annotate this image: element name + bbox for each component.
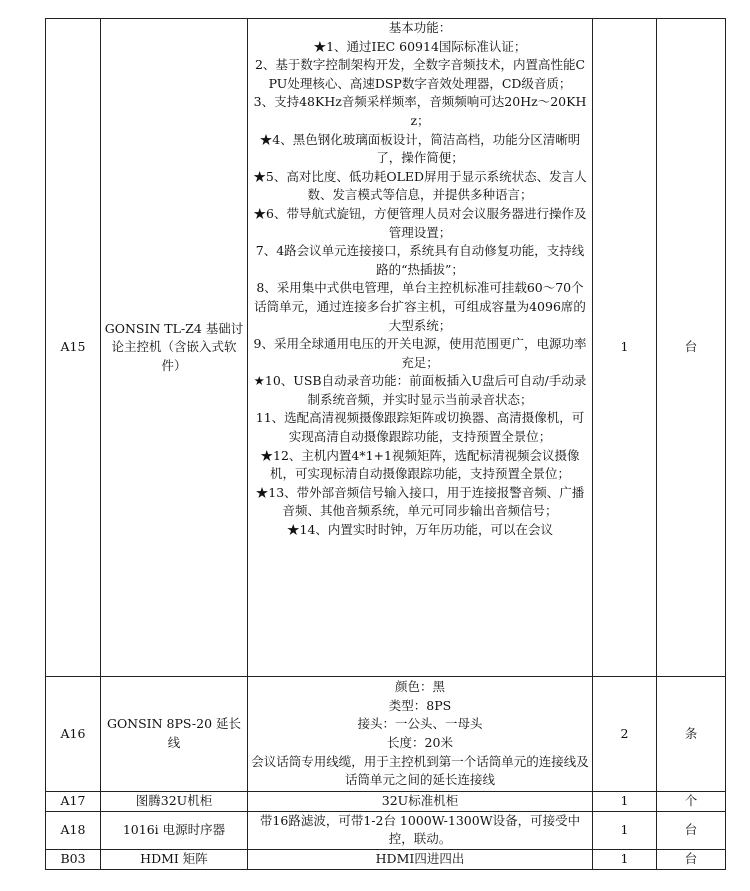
item-id-cell: A16 [46,677,101,792]
item-description-cell [248,19,593,677]
description-line: 11、选配高清视频摄像跟踪矩阵或切换器、高清摄像机，可实现高清自动摄像跟踪功能，支持预置全景位； [255,410,585,445]
table-row [46,811,726,849]
description-line: 长度：20米 [387,735,453,750]
description-line: 7、4路会议单元连接接口，系统具有自动修复功能，支持线路的“热插拔”； [255,243,585,277]
description-line: ★10、USB自动录音功能：前面板插入U盘后可自动/手动录制系统音频，并实时显示当前录音状态； [253,373,587,407]
table-row [46,849,726,869]
table-row [46,677,726,792]
item-id-cell: A15 [46,19,101,677]
description-line: 颜色：黑 [394,679,445,695]
item-unit-cell: 台 [657,19,726,677]
description-line: 基本功能： [388,20,452,35]
description-line: ★14、内置实时时钟，万年历功能，可以在会议 [287,522,553,538]
description-line: 类型：8PS [388,697,452,713]
item-name-cell: GONSIN TL-Z4 基础讨论主控机（含嵌入式软件） [101,19,248,677]
item-name-cell: HDMI 矩阵 [101,849,248,869]
description-line: ★12、主机内置4*1+1视频矩阵，选配标清视频会议摄像机，可实现标清自动摄像跟踪功能，支持预置全景位； [260,447,580,482]
item-id-cell: A18 [46,811,101,849]
item-quantity-cell: 2 [593,677,657,792]
item-id-cell: B03 [46,849,101,869]
item-description-cell [248,811,593,849]
description-line: 会议话筒专用线缆，用于主控机到第一个话筒单元的连接线及话筒单元之间的延长连接线 [251,753,589,788]
description-line: 带16路滤波，可带1-2台 1000W-1300W设备，可接受中控，联动。 [259,812,581,847]
description-line: ★6、带导航式旋钮，方便管理人员对会议服务器进行操作及管理设置； [253,205,587,240]
item-name-cell: GONSIN 8PS-20 延长线 [101,677,248,792]
description-line: HDMI四进四出 [375,850,465,866]
item-description-cell [248,677,593,792]
description-line: 3、支持48KHz音频采样频率，音频频响可达20Hz～20KHz； [253,94,587,128]
table-row [46,19,726,677]
description-line: 32U标准机柜 [381,793,459,808]
item-id-cell: A17 [46,792,101,812]
description-line: ★1、通过IEC 60914国际标准认证； [313,38,527,54]
table-row [46,792,726,812]
item-quantity-cell: 1 [593,19,657,677]
description-line: ★13、带外部音频信号输入接口，用于连接报警音频、广播音频、其他音频系统，单元可同步输出音频信号； [255,484,585,519]
item-unit-cell: 个 [657,792,726,812]
description-line: 8、采用集中式供电管理，单台主控机标准可挂载60～70个话筒单元，通过连接多台扩容主机，可组成容量为4096席的大型系统； [254,280,586,333]
description-line: 9、采用全球通用电压的开关电源，使用范围更广，电源功率充足； [253,336,587,370]
item-unit-cell: 条 [657,677,726,792]
item-quantity-cell: 1 [593,792,657,812]
item-name-cell: 图腾32U机柜 [101,792,248,812]
item-name-cell: 1016i 电源时序器 [101,811,248,849]
equipment-spec-table [45,18,726,870]
item-quantity-cell: 1 [593,849,657,869]
description-line: 2、基于数字控制架构开发，全数字音频技术，内置高性能CPU处理核心、高速DSP数字音效处理器，CD级音质； [254,57,586,91]
description-line: ★5、高对比度、低功耗OLED屏用于显示系统状态、发言人数、发言模式等信息，并提供多种语言； [253,168,587,203]
item-unit-cell: 台 [657,811,726,849]
description-line: ★4、黑色钢化玻璃面板设计，简洁高档，功能分区清晰明了，操作简便； [259,131,581,166]
item-description-cell [248,792,593,812]
item-quantity-cell: 1 [593,811,657,849]
item-description-cell [248,849,593,869]
item-unit-cell: 台 [657,849,726,869]
description-line: 接头：一公头、一母头 [357,716,483,732]
